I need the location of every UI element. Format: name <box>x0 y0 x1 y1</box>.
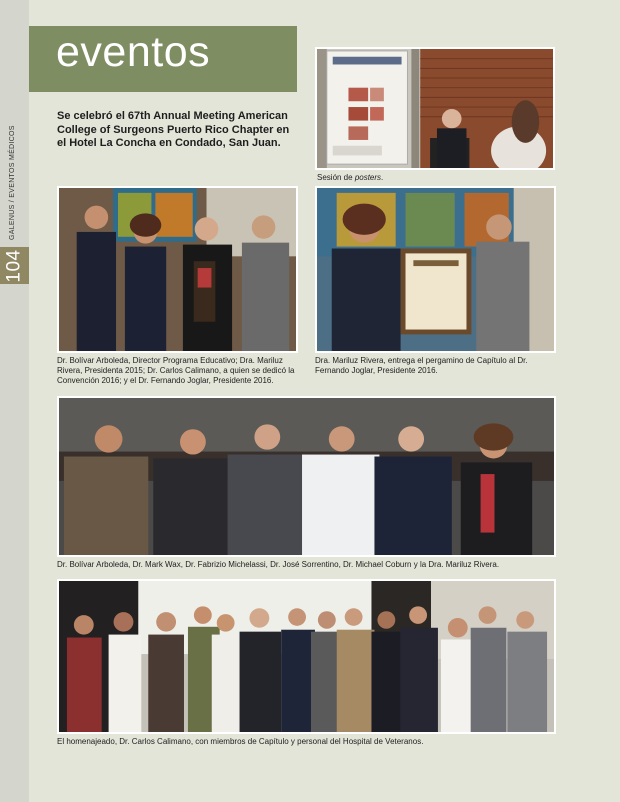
sidebar-strip <box>0 0 29 802</box>
page-title: eventos <box>56 28 211 76</box>
pergamino-photo <box>315 186 556 353</box>
speakers-group-photo <box>57 396 556 557</box>
poster-caption: Sesión de posters. <box>317 173 384 182</box>
section-banner <box>29 26 297 92</box>
award-caption: Dr. Bolívar Arboleda, Director Programa Educativo; Dra. Mariluz Rivera, Presidenta 2015; Dr. Carlos Calimano, a quien se dedicó la Convención 2016; y el Dr. Fernando Joglar, Presidente 2016. <box>57 356 295 385</box>
intro-text: Se celebró el 67th Annual Meeting American College of Surgeons Puerto Rico Chapter en el Hotel La Concha en Condado, San Juan. <box>57 110 290 149</box>
poster-session-photo <box>315 47 555 170</box>
chapter-members-photo <box>57 579 556 734</box>
chapter-members-caption: El homenajeado, Dr. Carlos Calimano, con miembros de Capítulo y personal del Hospital de Veteranos. <box>57 737 424 746</box>
page-number: 104 <box>3 248 25 283</box>
pergamino-caption: Dra. Mariluz Rivera, entrega el pergamino de Capítulo al Dr. Fernando Joglar, Presidente 2016. <box>315 356 528 375</box>
page-number-box <box>0 247 29 284</box>
speakers-caption: Dr. Bolívar Arboleda, Dr. Mark Wax, Dr. Fabrizio Michelassi, Dr. José Sorrentino, Dr. Michael Coburn y la Dra. Mariluz Rivera. <box>57 560 500 569</box>
award-group-photo <box>57 186 298 353</box>
